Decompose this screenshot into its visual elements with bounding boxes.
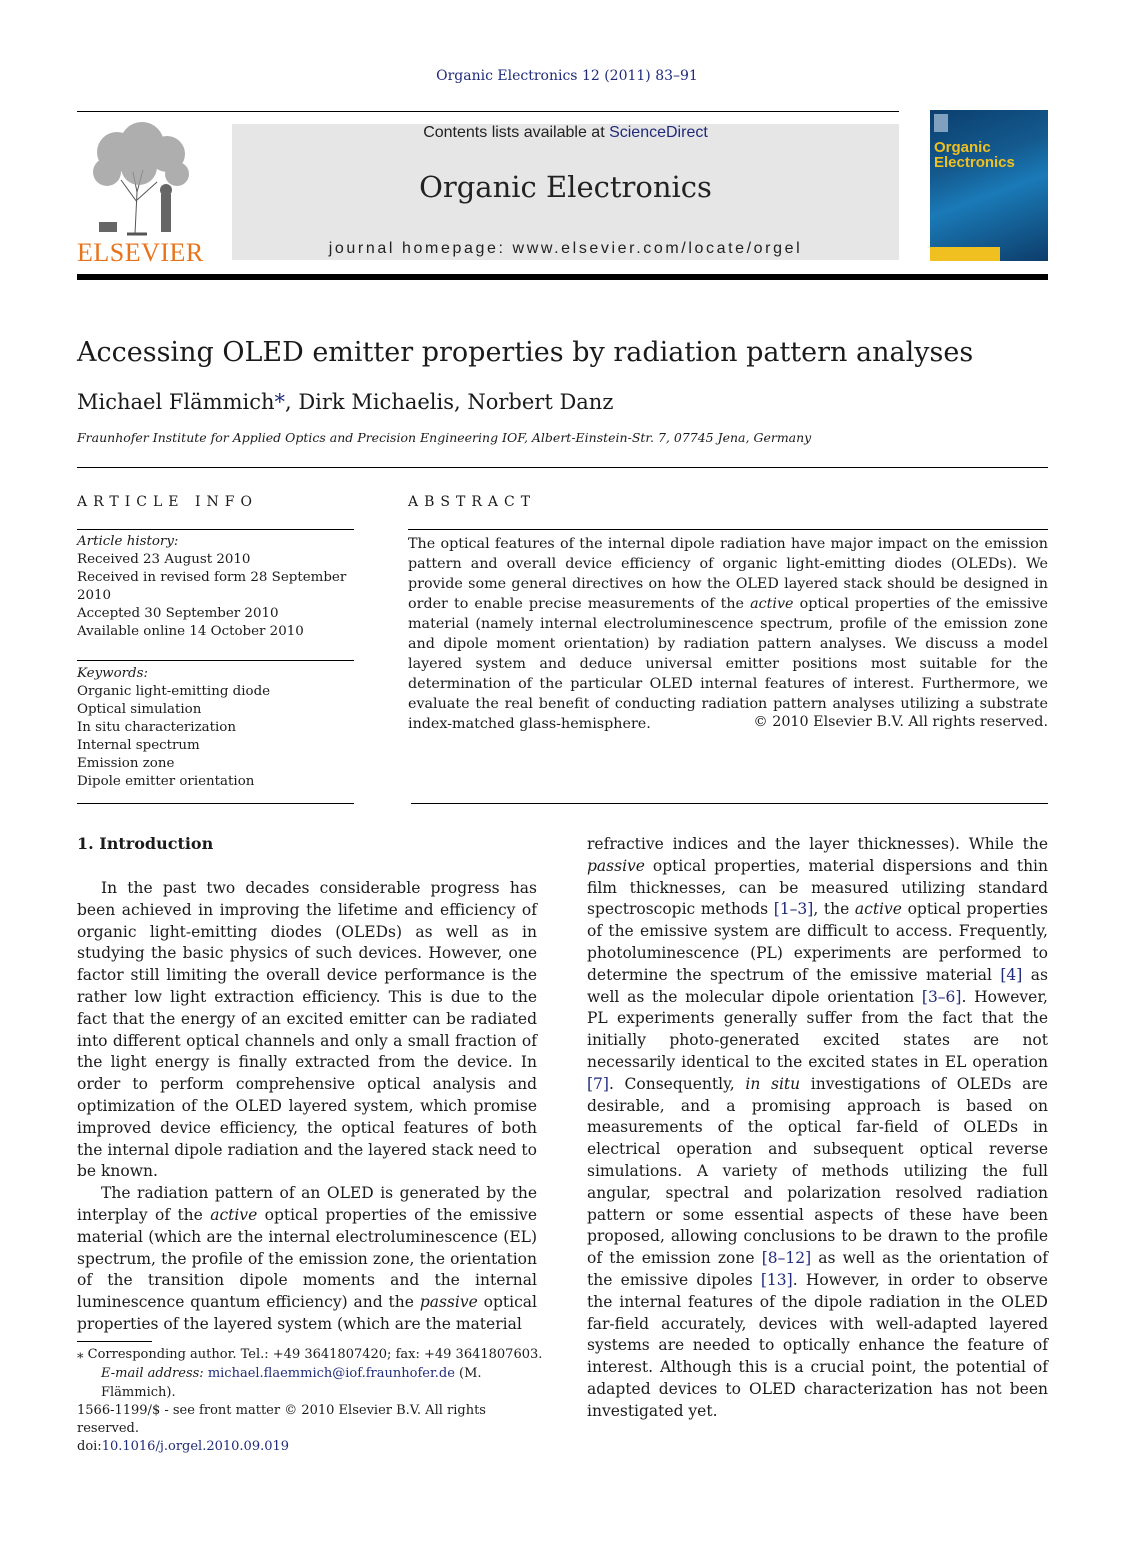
divider	[408, 529, 1048, 530]
journal-homepage[interactable]: journal homepage: www.elsevier.com/locate/orgel	[328, 240, 803, 257]
author-name: Michael Flämmich	[77, 390, 275, 414]
abstract-copyright: © 2010 Elsevier B.V. All rights reserved.	[753, 714, 1048, 730]
author-list: Michael Flämmich*, Dirk Michaelis, Norbert Danz	[77, 390, 614, 414]
divider	[77, 529, 354, 530]
contents-availability	[232, 124, 899, 142]
doi-label: doi:	[77, 1439, 102, 1454]
article-info-heading: ARTICLE INFO	[77, 494, 258, 510]
citation-link[interactable]: [8–12]	[761, 1249, 812, 1268]
doi-link[interactable]: 10.1016/j.orgel.2010.09.019	[101, 1439, 290, 1454]
journal-title: Organic Electronics	[419, 170, 712, 204]
author-email-link[interactable]: michael.flaemmich@iof.fraunhofer.de	[207, 1366, 455, 1381]
sciencedirect-link[interactable]: ScienceDirect	[609, 124, 708, 141]
paper-title: Accessing OLED emitter properties by radiation pattern analyses	[77, 337, 974, 368]
author-name: Dirk Michaelis	[298, 390, 454, 414]
keyword: Internal spectrum	[77, 738, 200, 753]
elsevier-wordmark: ELSEVIER	[77, 238, 204, 267]
keyword: In situ characterization	[77, 720, 236, 735]
citation-link[interactable]: [7]	[587, 1074, 609, 1093]
journal-cover-image	[930, 110, 1048, 261]
paragraph: refractive indices and the layer thicknesses). While the passive optical properties, material dispersions and thin film thicknesses, can be measured utilizing standard spectroscopic methods [1–3], the active optical properties of the emissive system are difficult to access. Frequently, photoluminescence (PL) experiments are performed to determine the spectrum of the emissive material [4] as well as the molecular dipole orientation [3–6]. However, PL experiments generally suffer from the fact that the initially photo-generated excited states are not necessarily identical to the excited states in EL operation [7]. Consequently, in situ investigations of OLEDs are desirable, and a promising approach is based on measurements of the optical far-field of OLEDs in electrical operation and subsequent optical reverse simulations. A variety of methods utilizing the full angular, spectral and polarization resolved radiation pattern or some essential aspects of these have been proposed, allowing conclusions to be drawn to the profile of the emission zone [8–12] as well as the orientation of the emissive dipoles [13]. However, in order to observe the internal features of the dipole radiation in the OLED far-field accurately, devices with well-adapted layered systems are needed to optically enhance the feature of interest. Although this is a crucial point, the potential of adapted devices to OLED characterization has not been investigated yet.	[587, 835, 1049, 1420]
divider	[77, 660, 354, 661]
keywords-label: Keywords:	[77, 666, 149, 681]
footnote-rule	[77, 1341, 152, 1342]
history-revised: Received in revised form 28 September 2010	[77, 570, 347, 603]
footnote-mark: ⁎	[77, 1347, 84, 1362]
author-name: Norbert Danz	[467, 390, 614, 414]
history-accepted: Accepted 30 September 2010	[77, 606, 279, 621]
citation-link[interactable]: [3–6]	[921, 987, 962, 1006]
footnote-corresponding-author: ⁎ Corresponding author. Tel.: +49 3641807420; fax: +49 3641807603. E-mail address: michael.flaemmich@iof.fraunhofer.de (M. Flämmich).	[77, 1347, 543, 1400]
body-column-right	[587, 834, 1048, 1423]
history-label: Article history:	[77, 534, 179, 549]
cover-title: Organic Electronics	[934, 139, 1015, 171]
keyword: Dipole emitter orientation	[77, 774, 255, 789]
keywords-block	[77, 665, 354, 791]
divider	[77, 803, 354, 804]
citation-link[interactable]: [1–3]	[773, 900, 814, 919]
corresponding-author-mark[interactable]: *	[274, 390, 285, 414]
history-online: Available online 14 October 2010	[77, 624, 304, 639]
keyword: Optical simulation	[77, 702, 202, 717]
header-thick-rule	[77, 274, 1048, 280]
front-matter	[77, 1402, 547, 1456]
abstract-heading: ABSTRACT	[408, 494, 537, 510]
citation-link[interactable]: [13]	[760, 1270, 793, 1289]
keyword: Emission zone	[77, 756, 175, 771]
issn-line: 1566-1199/$ - see front matter © 2010 Elsevier B.V. All rights reserved.	[77, 1403, 486, 1436]
contents-prefix: Contents lists available at	[423, 124, 610, 141]
abstract-text: The optical features of the internal dipole radiation have major impact on the emission pattern and overall device efficiency of organic light-emitting diodes (OLEDs). We provide some general directives on how the OLED layered stack should be designed in order to enable precise measurements of the active optical properties of the emissive material (namely internal electroluminescence spectrum, profile of the emission zone and dipole moment orientation) by radiation pattern analyses. We discuss a model layered system and deduce universal emitter positions most suitable for the determination of the particular OLED internal features of interest. Furthermore, we evaluate the real benefit of conducting radiation pattern analyses utilizing a substrate index-matched glass-hemisphere.	[408, 536, 1048, 732]
affiliation: Fraunhofer Institute for Applied Optics and Precision Engineering IOF, Albert-Einstein-Str. 7, 07745 Jena, Germany	[77, 430, 812, 445]
paragraph: In the past two decades considerable progress has been achieved in improving the lifetime and efficiency of organic light-emitting diodes (OLEDs) as well as in studying the basic physics of such devices. However, one factor still limiting the overall device performance is the rather low light extraction efficiency. This is due to the fact that the energy of an excited emitter can be radiated into different optical channels and only a small fraction of the light energy is finally extracted from the device. In order to perform comprehensive optical analysis and optimization of the OLED layered system, which promise improved device efficiency, the optical features of both the internal dipole radiation and the layered stack need to be known.	[77, 879, 537, 1181]
paragraph: The radiation pattern of an OLED is generated by the interplay of the active optical properties of the emissive material (which are the internal electroluminescence (EL) spectrum, the profile of the emission zone, the orientation of the transition dipole moments and the internal luminescence quantum efficiency) and the passive optical properties of the layered system (which are the material	[77, 1184, 537, 1333]
history-received: Received 23 August 2010	[77, 552, 251, 567]
body-column-left	[77, 878, 537, 1336]
divider	[77, 467, 1048, 468]
article-history	[77, 533, 354, 641]
keyword: Organic light-emitting diode	[77, 684, 271, 699]
header-rule	[77, 111, 899, 112]
cover-publisher-mark	[934, 114, 948, 132]
cover-bar	[930, 247, 1000, 261]
section-heading-introduction: 1. Introduction	[77, 834, 214, 853]
divider	[411, 803, 1048, 804]
citation-link[interactable]: [4]	[1000, 965, 1023, 984]
journal-reference[interactable]: Organic Electronics 12 (2011) 83–91	[436, 68, 698, 84]
